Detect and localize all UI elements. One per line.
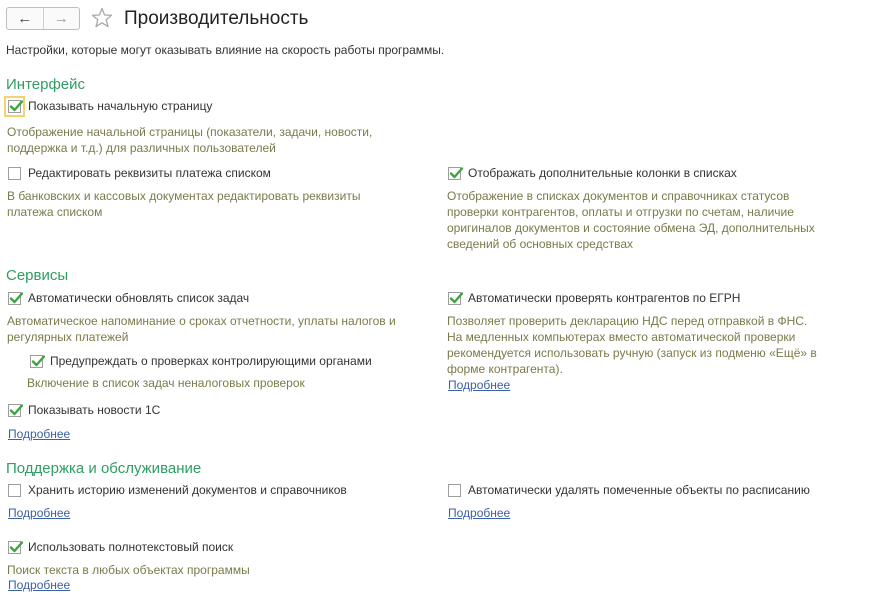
check-icon <box>8 98 24 114</box>
favorite-button[interactable] <box>90 6 114 30</box>
section-title-services: Сервисы <box>6 267 69 284</box>
check-icon <box>30 353 46 369</box>
warn-inspections-checkbox[interactable] <box>30 355 43 368</box>
show-news-label: Показывать новости 1С <box>28 403 161 417</box>
store-history-label: Хранить историю изменений документов и справочников <box>28 483 347 497</box>
fulltext-search-description: Поиск текста в любых объектах программы <box>7 563 250 577</box>
navigation-buttons <box>6 7 80 30</box>
show-start-page-checkbox-row[interactable] <box>8 98 212 114</box>
check-egrn-checkbox[interactable] <box>448 292 461 305</box>
back-button[interactable] <box>7 8 43 29</box>
edit-payment-details-checkbox[interactable] <box>8 167 21 180</box>
auto-delete-marked-label: Автоматически удалять помеченные объекты по расписанию <box>468 483 810 497</box>
check-egrn-label: Автоматически проверять контрагентов по ЕГРН <box>468 291 741 305</box>
warn-inspections-description: Включение в список задач неналоговых проверок <box>27 376 305 390</box>
show-start-page-checkbox[interactable] <box>8 100 21 113</box>
arrow-right-icon: → <box>53 10 69 27</box>
edit-payment-details-checkbox-row[interactable] <box>8 165 271 181</box>
extra-columns-checkbox-row[interactable] <box>448 165 737 181</box>
page-subtitle: Настройки, которые могут оказывать влияние на скорость работы программы. <box>6 43 445 57</box>
warn-inspections-label: Предупреждать о проверках контролирующими органами <box>50 354 372 368</box>
check-egrn-description: Позволяет проверить декларацию НДС перед отправкой в ФНС. На медленных компьютерах вместо автоматической проверки рекомендуется использовать ручную (запуск из подменю «Ещё» в форме контрагента). <box>447 314 817 376</box>
extra-columns-label: Отображать дополнительные колонки в списках <box>468 166 737 180</box>
warn-inspections-checkbox-row[interactable] <box>30 353 372 369</box>
section-title-interface: Интерфейс <box>6 76 86 93</box>
page-title: Производительность <box>124 8 309 29</box>
edit-payment-details-description: В банковских и кассовых документах редактировать реквизиты платежа списком <box>7 189 361 219</box>
check-icon <box>8 402 24 418</box>
forward-button[interactable] <box>43 8 80 29</box>
section-title-support: Поддержка и обслуживание <box>6 460 202 477</box>
fulltext-search-more-link[interactable]: Подробнее <box>8 578 71 592</box>
auto-delete-marked-checkbox-row[interactable] <box>448 482 810 498</box>
store-history-more-link[interactable]: Подробнее <box>8 506 71 520</box>
auto-update-tasks-description: Автоматическое напоминание о сроках отчетности, уплаты налогов и регулярных платежей <box>7 314 396 344</box>
auto-delete-marked-checkbox[interactable] <box>448 484 461 497</box>
show-start-page-description: Отображение начальной страницы (показатели, задачи, новости, поддержка и т.д.) для различных пользователей <box>7 125 373 155</box>
auto-update-tasks-label: Автоматически обновлять список задач <box>28 291 250 305</box>
check-egrn-checkbox-row[interactable] <box>448 290 740 306</box>
store-history-checkbox[interactable] <box>8 484 21 497</box>
check-icon <box>8 290 24 306</box>
check-icon <box>8 539 24 555</box>
fulltext-search-checkbox[interactable] <box>8 541 21 554</box>
auto-delete-marked-more-link[interactable]: Подробнее <box>448 506 511 520</box>
auto-update-tasks-checkbox[interactable] <box>8 292 21 305</box>
auto-update-tasks-checkbox-row[interactable] <box>8 290 249 306</box>
show-news-checkbox-row[interactable] <box>8 402 160 418</box>
show-news-more-link[interactable]: Подробнее <box>8 427 71 441</box>
fulltext-search-label: Использовать полнотекстовый поиск <box>28 540 234 554</box>
star-icon <box>90 6 114 30</box>
show-start-page-label: Показывать начальную страницу <box>28 99 213 113</box>
store-history-checkbox-row[interactable] <box>8 482 347 498</box>
check-egrn-more-link[interactable]: Подробнее <box>448 378 511 392</box>
check-icon <box>448 290 464 306</box>
check-icon <box>448 165 464 181</box>
show-news-checkbox[interactable] <box>8 404 21 417</box>
edit-payment-details-label: Редактировать реквизиты платежа списком <box>28 166 271 180</box>
extra-columns-description: Отображение в списках документов и справочниках статусов проверки контрагентов, оплаты и отгрузки по счетам, наличие оригиналов документов и состояние обмена ЭД, дополнительных сведений об основных средствах <box>447 189 815 251</box>
extra-columns-checkbox[interactable] <box>448 167 461 180</box>
fulltext-search-checkbox-row[interactable] <box>8 539 233 555</box>
arrow-left-icon: ← <box>17 10 33 27</box>
